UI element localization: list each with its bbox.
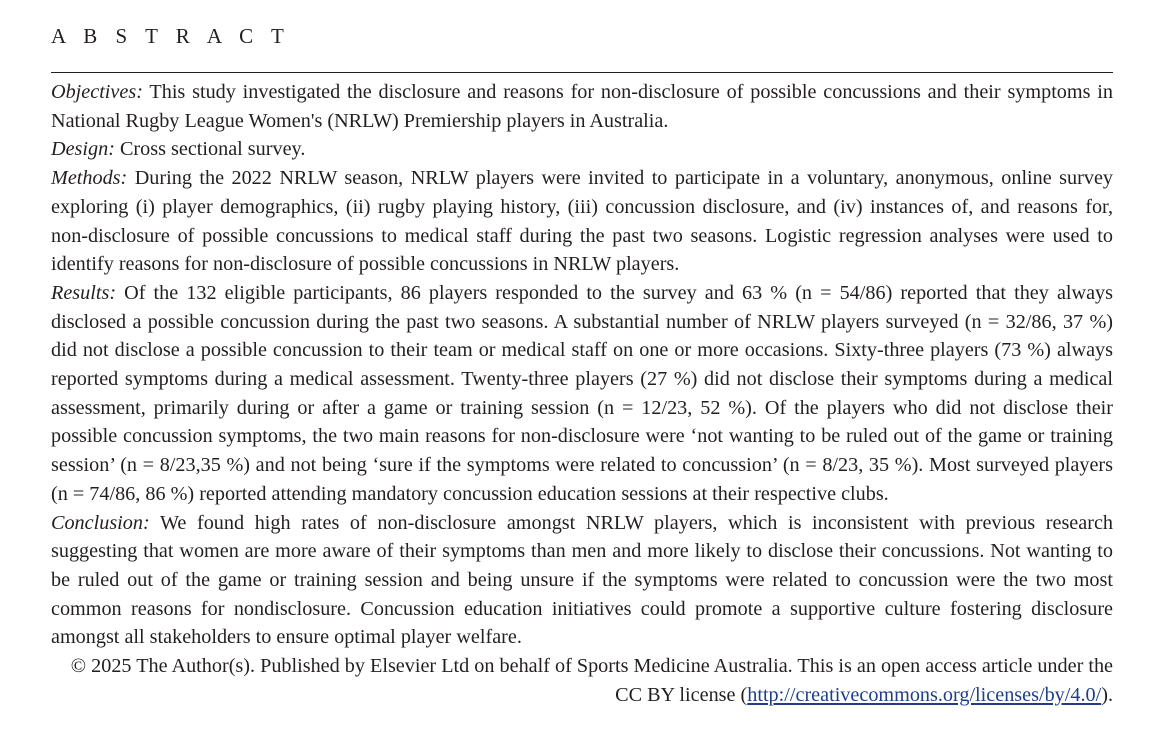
methods-paragraph: [51, 164, 1113, 279]
methods-text: During the 2022 NRLW season, NRLW players were invited to participate in a voluntary, anonymous, online survey exploring (i) player demographics, (ii) rugby playing history, (iii) concussion disclosure, and (iv) instances of, and reasons for, non-disclosure of possible concussions to medical staff during the past two seasons. Logistic regression analyses were used to identify reasons for non-disclosure of possible concussions in NRLW players.: [51, 167, 1114, 276]
conclusion-text: We found high rates of non-disclosure amongst NRLW players, which is inconsistent with previous research suggesting that women are more aware of their symptoms than men and more likely to disclose their concussions. Not wanting to be ruled out of the game or training session and being unsure if the symptoms were related to concussion were the two most common reasons for nondisclosure. Concussion education initiatives could promote a supportive culture fostering disclosure amongst all stakeholders to ensure optimal player welfare.: [51, 511, 1114, 649]
design-paragraph: [51, 135, 1113, 164]
objectives-paragraph: [51, 78, 1113, 135]
results-label: Results:: [51, 281, 117, 304]
conclusion-paragraph: [51, 509, 1113, 653]
objectives-text: This study investigated the disclosure and reasons for non-disclosure of possible concussions and their symptoms in National Rugby League Women's (NRLW) Premiership players in Australia.: [51, 81, 1113, 132]
abstract-body: [51, 78, 1113, 709]
copyright-notice: [51, 652, 1113, 709]
conclusion-label: Conclusion:: [51, 511, 150, 534]
methods-label: Methods:: [51, 167, 128, 190]
heading-divider: [51, 72, 1113, 73]
copyright-suffix: ).: [1101, 683, 1113, 706]
copyright-text: © 2025 The Author(s). Published by Elsevier Ltd on behalf of Sports Medicine Australia. This is an open access article under the CC BY license (: [70, 655, 1113, 706]
design-label: Design:: [51, 138, 115, 161]
license-link[interactable]: http://creativecommons.org/licenses/by/4.0/: [747, 683, 1102, 706]
abstract-heading: A B S T R A C T: [51, 24, 291, 48]
design-text: Cross sectional survey.: [119, 138, 306, 161]
results-text: Of the 132 eligible participants, 86 players responded to the survey and 63 % (n = 54/86) reported that they always disclosed a possible concussion during the past two seasons. A substantial number of NRLW players surveyed (n = 32/86, 37 %) did not disclose a possible concussion to their team or medical staff on one or more occasions. Sixty-three players (73 %) always reported symptoms during a medical assessment. Twenty-three players (27 %) did not disclose their symptoms during a medical assessment, primarily during or after a game or training session (n = 12/23, 52 %). Of the players who did not disclose their possible concussion symptoms, the two main reasons for non-disclosure were ‘not wanting to be ruled out of the game or training session’ (n = 8/23,35 %) and not being ‘sure if the symptoms were related to concussion’ (n = 8/23, 35 %). Most surveyed players (n = 74/86, 86 %) reported attending mandatory concussion education sessions at their respective clubs.: [51, 281, 1114, 505]
results-paragraph: [51, 279, 1113, 509]
objectives-label: Objectives:: [51, 81, 143, 103]
